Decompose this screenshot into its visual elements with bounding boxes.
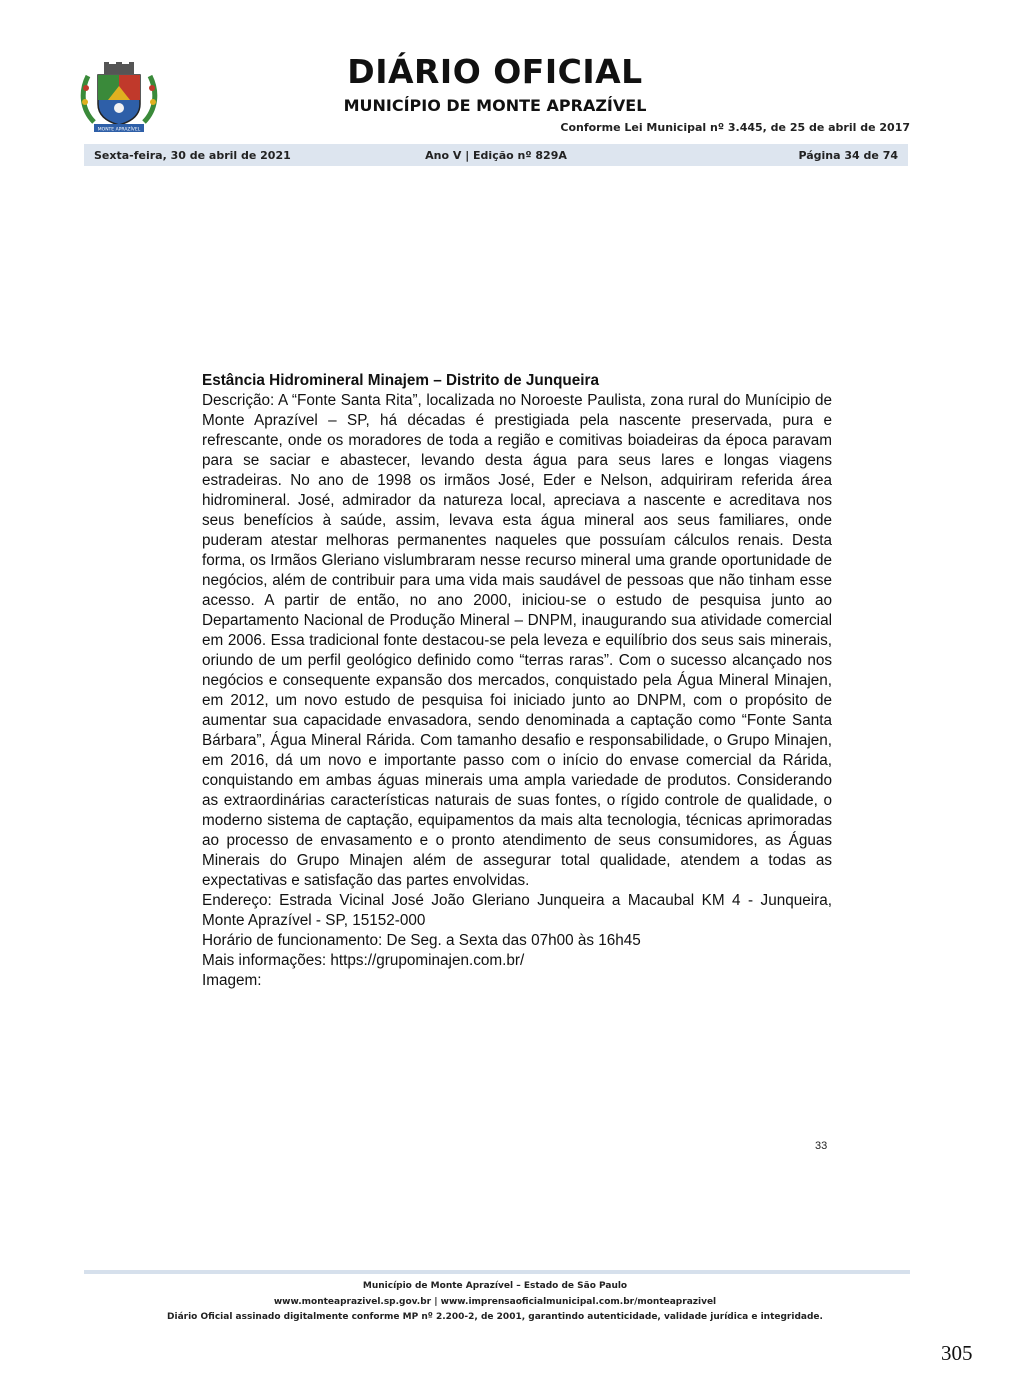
header-info-bar <box>84 144 908 166</box>
footer-links: www.monteaprazivel.sp.gov.br | www.imprensaoficialmunicipal.com.br/monteaprazivel <box>273 1297 717 1307</box>
article-address: Endereço: Estrada Vicinal José João Gleriano Junqueira a Macaubal KM 4 - Junqueira, Monte Aprazível - SP, 15152-000 <box>202 892 832 929</box>
publication-date: Sexta-feira, 30 de abril de 2021 <box>94 149 291 162</box>
article-content <box>202 371 832 991</box>
article-more-info: Mais informações: https://grupominajen.com.br/ <box>202 952 525 969</box>
edition-number: Ano V | Edição nº 829A <box>425 149 567 162</box>
article-title: Estância Hidromineral Minajem – Distrito de Junqueira <box>202 372 599 389</box>
article-description: Descrição: A “Fonte Santa Rita”, localizada no Noroeste Paulista, zona rural do Munícipio de Monte Aprazível – SP, há décadas é prestigiada pela nascente preservada, pura e refrescante, onde os moradores de toda a região e comitivas boiadeiras da época paravam para se saciar e abastecer, levando desta água para seus lares e longas viagens estradeiras. No ano de 1998 os irmãos José, Eder e Nelson, adquiriram referida área hidromineral. José, admirador da natureza local, apreciava a nascente e acreditava nos seus benefícios à saúde, assim, levava esta água mineral aos seus familiares, onde puderam atestar melhoras permanentes naqueles que possuíam cálculos renais. Desta forma, os Irmãos Gleriano vislumbraram nesse recurso mineral uma grande oportunidade de negócios, além de contribuir para uma vida mais saudável de pessoas que não tinham esse acesso. A partir de então, no ano 2000, iniciou-se o estudo de pesquisa junto ao Departamento Nacional de Produção Mineral – DNPM, inaugurando sua atividade comercial em 2006. Essa tradicional fonte destacou-se pela leveza e equilíbrio dos seus sais minerais, oriundo de um perfil geológico definido como “terras raras”. Com o sucesso alcançado nos negócios e consequente expansão dos mercados, conquistado pela Água Mineral Minajen, em 2012, um novo estudo de pesquisa foi iniciado junto ao DNPM, com o propósito de aumentar sua capacidade envasadora, sendo denominada a captação como “Fonte Santa Bárbara”, Água Mineral Rárida. Com tamanho desafio e responsabilidade, o Grupo Minajen, em 2016, dá um novo e importante passo com o início do envase comercial da Rárida, conquistando em ambas águas minerais uma ampla variedade de produtos. Considerando as extraordinárias características naturais de suas fontes, o rígido controle de qualidade, o moderno sistema de captação, equipamentos da mais alta tecnologia, técnicas aprimoradas ao processo de envasamento e o pronto atendimento de seus consumidores, as Águas Minerais do Grupo Minajen além de assegurar total qualidade, atendem a todas as expectativas e satisfação das partes envolvidas. <box>202 392 832 889</box>
law-reference: Conforme Lei Municipal nº 3.445, de 25 de abril de 2017 <box>560 121 910 134</box>
municipality-subtitle: MUNICÍPIO DE MONTE APRAZÍVEL <box>343 96 647 115</box>
inner-page-number: 33 <box>815 1140 828 1152</box>
page-stamp-number: 305 <box>941 1341 973 1365</box>
article-hours: Horário de funcionamento: De Seg. a Sexta das 07h00 às 16h45 <box>202 932 641 949</box>
footer-municipality: Município de Monte Aprazível – Estado de São Paulo <box>362 1281 628 1291</box>
crest-banner-text: MONTE APRAZÍVEL <box>97 127 141 133</box>
footer-signature-note: Diário Oficial assinado digitalmente conforme MP nº 2.200-2, de 2001, garantindo autenticidade, validade jurídica e integridade. <box>167 1312 823 1322</box>
gazette-title: DIÁRIO OFICIAL <box>347 52 643 91</box>
footer-rule <box>84 1270 910 1274</box>
article-image-label: Imagem: <box>202 972 262 989</box>
page-counter: Página 34 de 74 <box>798 149 898 162</box>
